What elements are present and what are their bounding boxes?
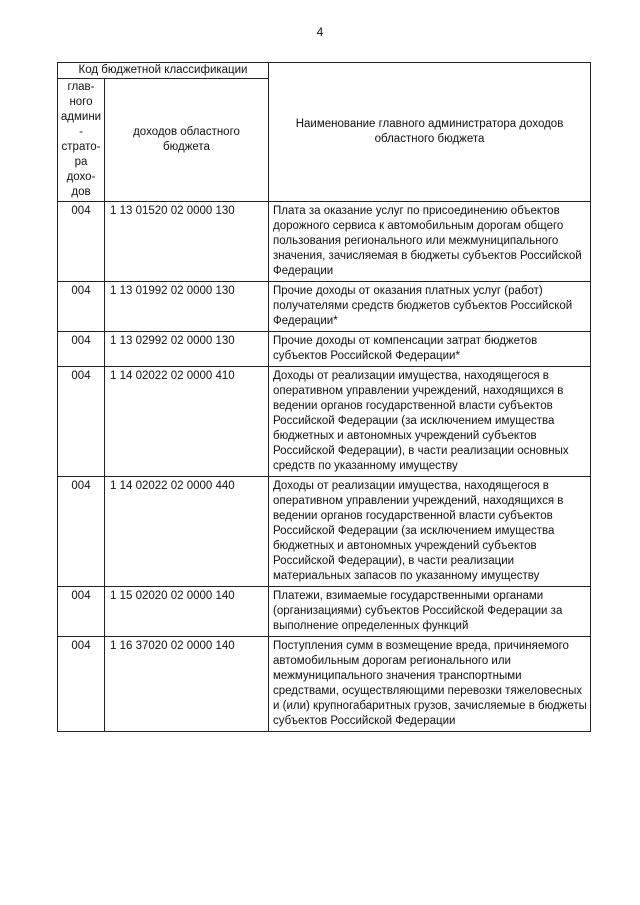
income-code-cell: 1 14 02022 02 0000 440 bbox=[105, 477, 269, 587]
header-admin-label: глав- ного админи- страто- ра дохо- дов bbox=[60, 81, 102, 198]
income-code-cell: 1 16 37020 02 0000 140 bbox=[105, 637, 269, 732]
table-row bbox=[58, 332, 591, 367]
administrator-name-cell: Поступления сумм в возмещение вреда, причиняемого автомобильным дорогам регионального или межмуниципального значения транспортными средствами, осуществляющими перевозки тяжеловесных и (или) крупногабаритных грузов, зачисляемые в бюджеты субъектов Российской Федерации bbox=[269, 637, 591, 732]
admin-code-cell: 004 bbox=[58, 202, 105, 282]
administrator-name-cell: Прочие доходы от компенсации затрат бюджетов субъектов Российской Федерации* bbox=[269, 332, 591, 367]
income-code-cell: 1 13 01520 02 0000 130 bbox=[105, 202, 269, 282]
table-row bbox=[58, 202, 591, 282]
income-code-cell: 1 15 02020 02 0000 140 bbox=[105, 587, 269, 637]
administrator-name-cell: Плата за оказание услуг по присоединению объектов дорожного сервиса к автомобильным дорогам общего пользования регионального или межмуниципального значения, зачисляемая в бюджеты субъектов Российской Федерации bbox=[269, 202, 591, 282]
administrator-name-cell: Доходы от реализации имущества, находящегося в оперативном управлении учреждений, находящихся в ведении органов государственной власти субъектов Российской Федерации (за исключением имущества бюджетных и автономных учреждений субъектов Российской Федерации), в части реализации материальных запасов по указанному имуществу bbox=[269, 477, 591, 587]
header-name-cell: Наименование главного администратора доходов областного бюджета bbox=[269, 63, 591, 202]
admin-code-cell: 004 bbox=[58, 282, 105, 332]
table-row bbox=[58, 587, 591, 637]
admin-code-cell: 004 bbox=[58, 367, 105, 477]
table-row bbox=[58, 367, 591, 477]
header-group-cell: Код бюджетной классификации bbox=[58, 63, 269, 79]
income-code-cell: 1 13 01992 02 0000 130 bbox=[105, 282, 269, 332]
table-row bbox=[58, 637, 591, 732]
administrator-name-cell: Платежи, взимаемые государственными органами (организациями) субъектов Российской Федерации за выполнение определенных функций bbox=[269, 587, 591, 637]
page-number: 4 bbox=[316, 25, 324, 39]
header-code-cell: доходов областного бюджета bbox=[105, 79, 269, 202]
income-code-cell: 1 13 02992 02 0000 130 bbox=[105, 332, 269, 367]
table-row bbox=[58, 477, 591, 587]
table-body bbox=[58, 202, 591, 732]
budget-classification-table bbox=[57, 62, 591, 732]
admin-code-cell: 004 bbox=[58, 477, 105, 587]
header-row-group bbox=[58, 63, 591, 79]
header-admin-cell bbox=[58, 79, 105, 202]
admin-code-cell: 004 bbox=[58, 332, 105, 367]
table-row bbox=[58, 282, 591, 332]
income-code-cell: 1 14 02022 02 0000 410 bbox=[105, 367, 269, 477]
administrator-name-cell: Прочие доходы от оказания платных услуг (работ) получателями средств бюджетов субъектов Российской Федерации* bbox=[269, 282, 591, 332]
admin-code-cell: 004 bbox=[58, 587, 105, 637]
admin-code-cell: 004 bbox=[58, 637, 105, 732]
administrator-name-cell: Доходы от реализации имущества, находящегося в оперативном управлении учреждений, находящихся в ведении органов государственной власти субъектов Российской Федерации (за исключением имущества бюджетных и автономных учреждений субъектов Российской Федерации), в части реализации основных средств по указанному имуществу bbox=[269, 367, 591, 477]
